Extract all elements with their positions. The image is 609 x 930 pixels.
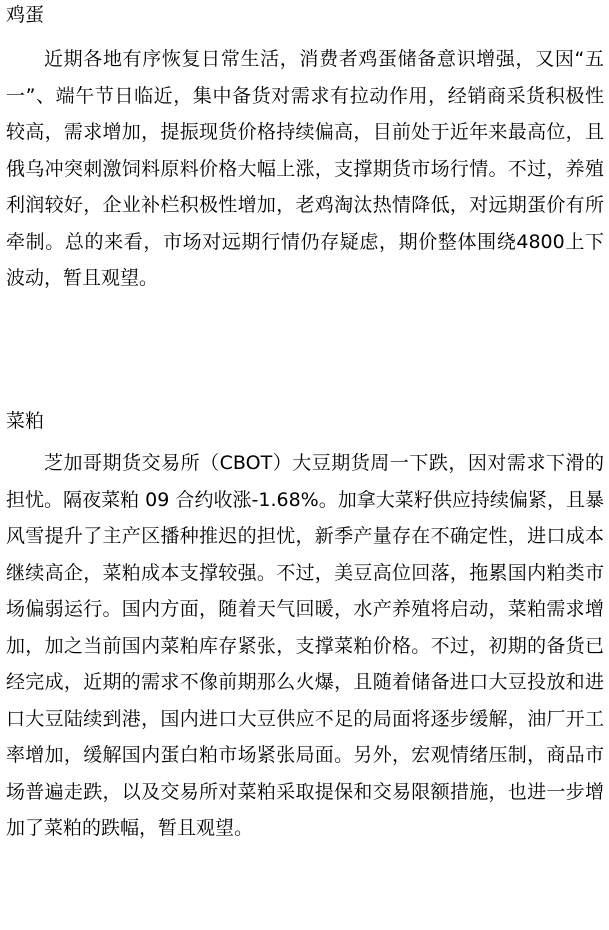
section-paragraph-rapeseed-meal: 芝加哥期货交易所（CBOT）大豆期货周一下跌，因对需求下滑的担忧。隔夜菜粕 09 合约收涨-1.68%。加拿大菜籽供应持续偏紧，且暴风雪提升了主产区播种推迟的担忧，新季产量存在不确定性，进口成本继续高企，菜粕成本支撑较强。不过，美豆高位回落，拖累国内粕类市场偏弱运行。国内方面，随着天气回暖，水产养殖将启动，菜粕需求增加，加之当前国内菜粕库存紧张，支撑菜粕价格。不过，初期的备货已经完成，近期的需求不像前期那么火爆，且随着储备进口大豆投放和进口大豆陆续到港，国内进口大豆供应不足的局面将逐步缓解，油厂开工率增加，缓解国内蛋白粕市场紧张局面。另外，宏观情绪压制，商品市场普遍走跌，以及交易所对菜粕采取提保和交易限额措施，也进一步增加了菜粕的跌幅，暂且观望。 <box>6 452 604 839</box>
section-title-rapeseed-meal: 菜粕 <box>6 410 45 432</box>
section-paragraph-egg: 近期各地有序恢复日常生活，消费者鸡蛋储备意识增强，又因“五一”、端午节日临近，集中备货对需求有拉动作用，经销商采货积极性较高，需求增加，提振现货价格持续偏高，目前处于近年来最高位，且俄乌冲突刺激饲料原料价格大幅上涨，支撑期货市场行情。不过，养殖利润较好，企业补栏积极性增加，老鸡淘汰热情降低，对远期蛋价有所牵制。总的来看，市场对远期行情仍存疑虑，期价整体围绕4800上下波动，暂且观望。 <box>6 48 604 289</box>
section-title-egg: 鸡蛋 <box>6 4 45 26</box>
